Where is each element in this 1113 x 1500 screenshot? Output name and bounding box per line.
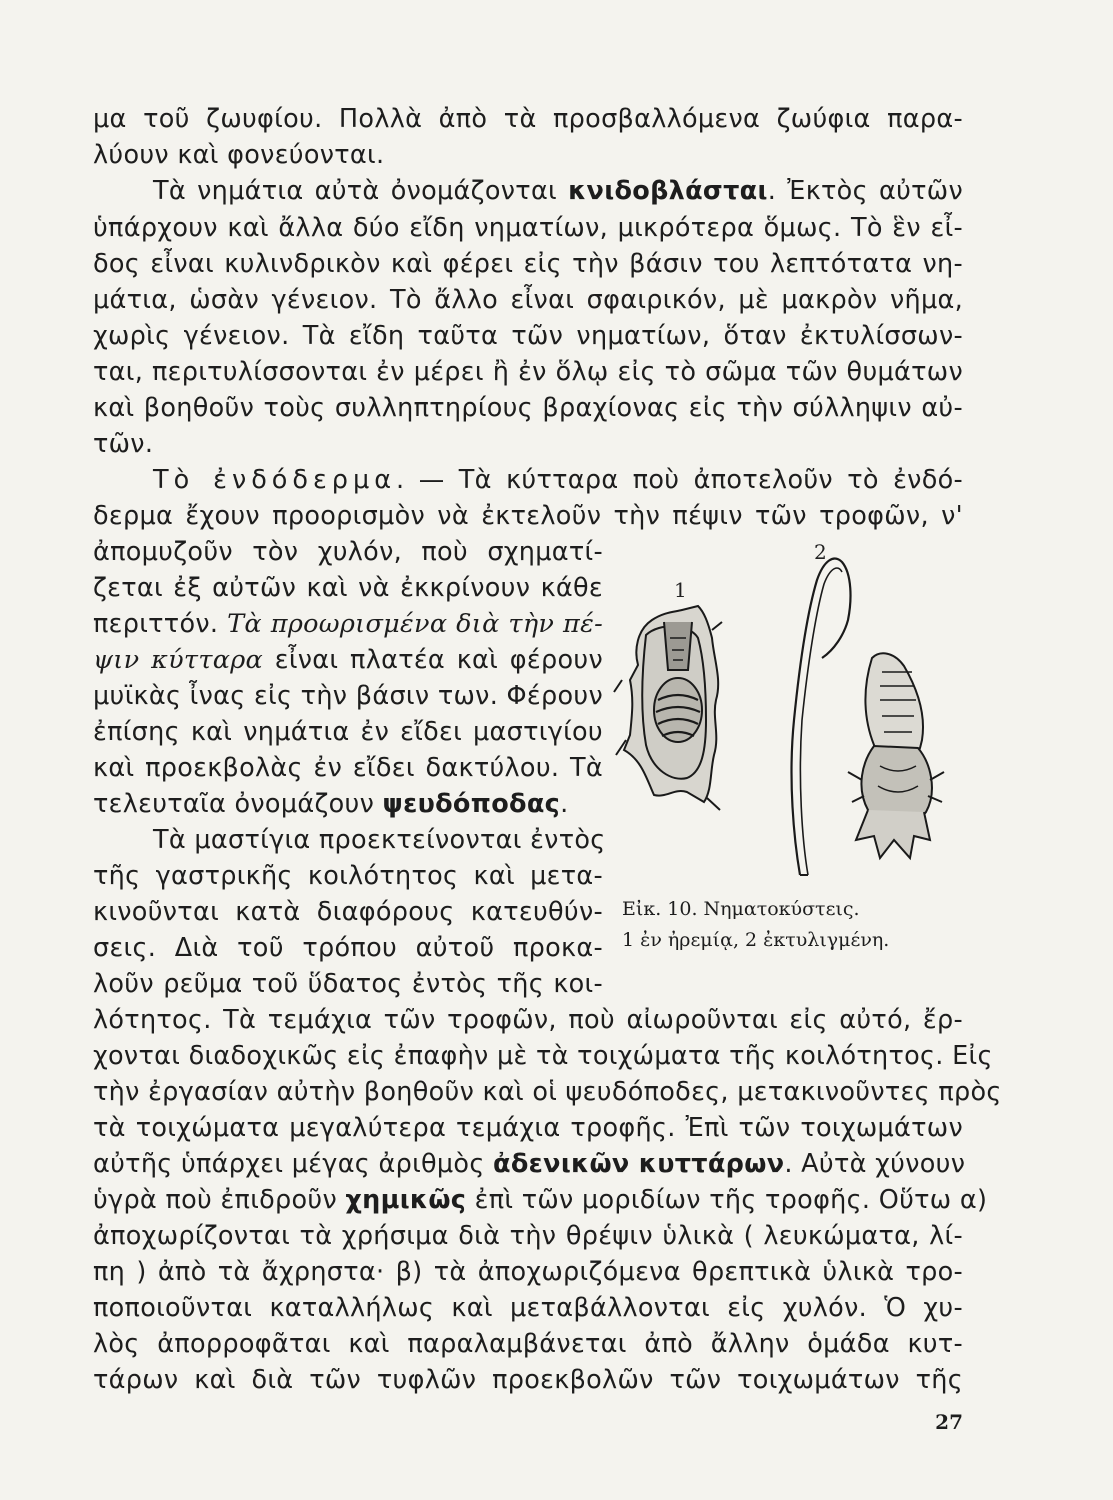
text-line: ἐπίσης καὶ νημάτια ἐν εἴδει μαστιγίου: [93, 717, 603, 747]
text-line: Τὰ μαστίγια προεκτείνονται ἐντὸς: [153, 825, 606, 855]
figure-label-1: 1: [674, 578, 687, 602]
text-span: περιττόν.: [93, 609, 228, 639]
text-span: . — Τὰ κύτταρα ποὺ ἀποτελοῦν τὸ ἐνδό-: [396, 465, 964, 495]
text-line: ὑπάρχουν καὶ ἄλλα δύο εἴδη νηματίων, μικρότερα ὅμως. Τὸ ἓν εἶ-: [93, 213, 963, 243]
nematocyst-figure: [612, 540, 972, 895]
text-line: καὶ προεκβολὰς ἐν εἴδει δακτύλου. Τὰ: [93, 753, 603, 783]
text-line: μα τοῦ ζωυφίου. Πολλὰ ἀπὸ τὰ προσβαλλόμενα ζωύφια παρα-: [93, 104, 963, 134]
text-line: τῶν.: [93, 429, 154, 459]
text-line: [93, 175, 963, 207]
figure-caption-legend: 1 ἐν ἠρεμίᾳ, 2 ἐκτυλιγμένη.: [622, 929, 890, 951]
section-heading-endoderm: Τὸ ἐνδόδερμα: [153, 465, 397, 495]
text-line: λοῦν ρεῦμα τοῦ ὕδατος ἐντὸς τῆς κοι-: [93, 969, 603, 999]
text-line: [93, 1184, 988, 1216]
text-line: πη ) ἀπὸ τὰ ἄχρηστα· β) τὰ ἀποχωριζόμενα θρεπτικὰ ὑλικὰ τρο-: [93, 1257, 963, 1287]
text-span: εἶναι πλατέα καὶ φέρουν: [263, 645, 603, 675]
text-line: [93, 788, 603, 820]
text-line: λότητος. Τὰ τεμάχια τῶν τροφῶν, ποὺ αἰωροῦνται εἰς αὐτό, ἔρ-: [93, 1005, 963, 1035]
text-line: ζεται ἐξ αὐτῶν καὶ νὰ ἐκκρίνουν κάθε: [93, 573, 603, 603]
text-line: καὶ βοηθοῦν τοὺς συλληπτηρίους βραχίονας εἰς τὴν σύλληψιν αὐ-: [93, 393, 963, 423]
text-span: αὐτῆς ὑπάρχει μέγας ἀριθμὸς: [93, 1149, 494, 1179]
term-knidoblastai: κνιδοβλάσται: [568, 176, 768, 206]
text-line: [93, 644, 603, 676]
text-line: δερμα ἔχουν προορισμὸν νὰ ἐκτελοῦν τὴν πέψιν τῶν τροφῶν, ν': [93, 501, 963, 531]
resting-nematocyst-drawing: [614, 606, 722, 810]
page-number: 27: [935, 1410, 963, 1434]
text-line: τῆς γαστρικῆς κοιλότητος καὶ μετα-: [93, 861, 603, 891]
discharged-nematocyst-drawing: [792, 559, 944, 875]
text-line: [93, 464, 963, 496]
text-line: σεις. Διὰ τοῦ τρόπου αὐτοῦ προκα-: [93, 933, 603, 963]
text-line: [93, 1148, 966, 1180]
text-line: μυϊκὰς ἶνας εἰς τὴν βάσιν των. Φέρουν: [93, 681, 603, 711]
nematocyst-illustration: [612, 540, 972, 895]
text-line: χωρὶς γένειον. Τὰ εἴδη ταῦτα τῶν νηματίων, ὅταν ἐκτυλίσσων-: [93, 321, 963, 351]
text-line: δος εἶναι κυλινδρικὸν καὶ φέρει εἰς τὴν βάσιν του λεπτότατα νη-: [93, 249, 963, 279]
text-span: . Ἐκτὸς αὐτῶν: [767, 176, 964, 206]
text-line: ποποιοῦνται καταλλήλως καὶ μεταβάλλονται εἰς χυλόν. Ὁ χυ-: [93, 1293, 963, 1323]
text-line: λὸς ἀπορροφᾶται καὶ παραλαμβάνεται ἀπὸ ἄλλην ὁμάδα κυτ-: [93, 1329, 963, 1359]
text-span: ὑγρὰ ποὺ ἐπιδροῦν: [93, 1185, 346, 1215]
text-span: ἐπὶ τῶν μοριδίων τῆς τροφῆς. Οὕτω α): [466, 1185, 988, 1215]
text-line: χονται διαδοχικῶς εἰς ἐπαφὴν μὲ τὰ τοιχώματα τῆς κοιλότητος. Εἰς: [93, 1041, 993, 1071]
text-line: [93, 608, 603, 640]
italic-phrase: ψιν κύτταρα: [93, 645, 264, 675]
text-span: . Αὐτὰ χύνουν: [784, 1149, 966, 1179]
term-adenikon-kyttaron: ἀδενικῶν κυττάρων: [493, 1149, 785, 1179]
term-pseudopodas: ψευδόποδας: [382, 789, 561, 819]
italic-phrase: Τὰ προωρισμένα διὰ τὴν πέ-: [227, 609, 603, 639]
figure-caption-title: Εἰκ. 10. Νηματοκύστεις.: [622, 898, 860, 920]
term-chimikos: χημικῶς: [345, 1185, 467, 1215]
text-line: τάρων καὶ διὰ τῶν τυφλῶν προεκβολῶν τῶν τοιχωμάτων τῆς: [93, 1365, 963, 1395]
text-line: ἀποχωρίζονται τὰ χρήσιμα διὰ τὴν θρέψιν ὑλικὰ ( λευκώματα, λί-: [93, 1221, 963, 1251]
text-span: τελευταῖα ὀνομάζουν: [93, 789, 383, 819]
text-line: τὰ τοιχώματα μεγαλύτερα τεμάχια τροφῆς. Ἐπὶ τῶν τοιχωμάτων: [93, 1113, 963, 1143]
text-line: τὴν ἐργασίαν αὐτὴν βοηθοῦν καὶ οἱ ψευδόποδες, μετακινοῦντες πρὸς: [93, 1077, 1002, 1107]
figure-label-2: 2: [814, 540, 827, 564]
text-line: μάτια, ὡσὰν γένειον. Τὸ ἄλλο εἶναι σφαιρικόν, μὲ μακρὸν νῆμα,: [93, 285, 963, 315]
text-line: λύουν καὶ φονεύονται.: [93, 140, 385, 170]
text-span: .: [560, 789, 569, 819]
text-line: κινοῦνται κατὰ διαφόρους κατευθύν-: [93, 897, 603, 927]
text-line: ἀπομυζοῦν τὸν χυλόν, ποὺ σχηματί-: [93, 537, 603, 567]
text-span: Τὰ νημάτια αὐτὰ ὀνομάζονται: [153, 176, 569, 206]
text-line: ται, περιτυλίσσονται ἐν μέρει ἢ ἐν ὅλῳ εἰς τὸ σῶμα τῶν θυμάτων: [93, 357, 963, 387]
